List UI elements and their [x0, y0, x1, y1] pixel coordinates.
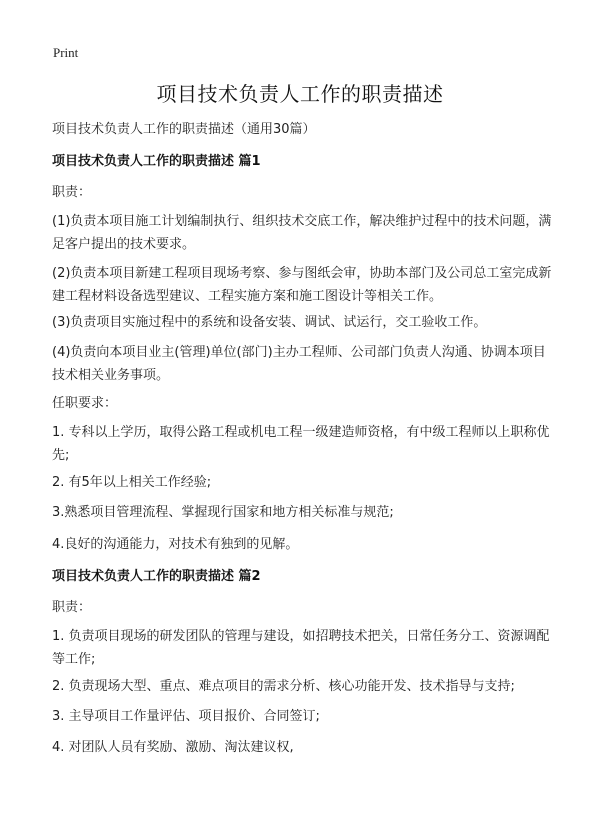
section-2-duty-1: 1. 负责项目现场的研发团队的管理与建设，如招聘技术把关，日常任务分工、资源调配等工作; [52, 629, 550, 667]
section-1-duty-1: (1)负责本项目施工计划编制执行、组织技术交底工作，解决维护过程中的技术问题，满足客户提出的技术要求。 [52, 214, 552, 252]
section-1-requirement-1: 1. 专科以上学历，取得公路工程或机电工程一级建造师资格，有中级工程师以上职称优先; [52, 425, 550, 463]
section-2-duties-label: 职责： [52, 600, 92, 615]
section-1-duty-3: (3)负责项目实施过程中的系统和设备安装、调试、试运行，交工验收工作。 [52, 315, 487, 330]
section-2-heading: 项目技术负责人工作的职责描述 篇2 [52, 569, 261, 584]
section-1-duty-4: (4)负责向本项目业主(管理)单位(部门)主办工程师、公司部门负责人沟通、协调本项目技术相关业务事项。 [52, 345, 546, 383]
section-1-heading: 项目技术负责人工作的职责描述 篇1 [52, 154, 261, 169]
section-1-duty-2: (2)负责本项目新建工程项目现场考察、参与图纸会审，协助本部门及公司总工室完成新建工程材料设备选型建议、工程实施方案和施工图设计等相关工作。 [52, 266, 552, 304]
print-label[interactable]: Print [53, 45, 79, 60]
section-1-requirements-label: 任职要求： [52, 396, 118, 411]
section-2-duty-2: 2. 负责现场大型、重点、难点项目的需求分析、核心功能开发、技术指导与支持; [52, 679, 515, 694]
section-1-requirement-4: 4.良好的沟通能力，对技术有独到的见解。 [52, 537, 299, 552]
section-2-duty-3: 3. 主导项目工作量评估、项目报价、合同签订; [52, 709, 320, 724]
document-subtitle: 项目技术负责人工作的职责描述（通用30篇） [52, 122, 316, 137]
section-1-requirement-3: 3.熟悉项目管理流程、掌握现行国家和地方相关标准与规范; [52, 505, 394, 520]
page-title: 项目技术负责人工作的职责描述 [156, 82, 444, 106]
section-1-requirement-2: 2. 有5年以上相关工作经验; [52, 475, 212, 490]
section-1-duties-label: 职责： [52, 185, 92, 200]
section-2-duty-4: 4. 对团队人员有奖励、激励、淘汰建议权, [52, 740, 294, 755]
